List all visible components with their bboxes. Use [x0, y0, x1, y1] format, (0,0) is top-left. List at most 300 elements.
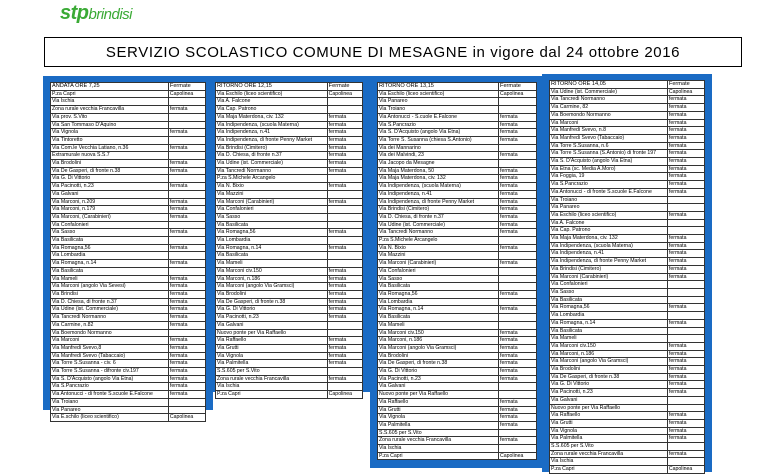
- table-row: [550, 196, 705, 204]
- table-row: [216, 175, 363, 183]
- stop-type: [168, 121, 205, 129]
- stop-name: Via Ischia: [51, 98, 169, 106]
- table-row: [378, 160, 537, 168]
- stop-type: fermata: [499, 229, 537, 237]
- stop-name: Via Manfredi Svevo (Tabaccaio): [550, 134, 668, 142]
- table-row: [378, 437, 537, 445]
- stop-name: Via Maja Materdona, 50: [378, 167, 499, 175]
- table-row: [216, 90, 363, 98]
- stop-type: [499, 383, 537, 391]
- table-row: [51, 275, 206, 283]
- timetable: [377, 82, 537, 460]
- table-row: [51, 206, 206, 214]
- stop-name: Via Marconi: [51, 337, 169, 345]
- table-row: [51, 113, 206, 121]
- stop-type: fermata: [667, 450, 704, 458]
- table-row: [550, 327, 705, 335]
- stop-type: fermata: [168, 368, 205, 376]
- table-row: [378, 375, 537, 383]
- table-row: [216, 344, 363, 352]
- stop-type: [499, 237, 537, 245]
- stop-type: [667, 335, 704, 343]
- table-row: [550, 304, 705, 312]
- stop-name: Via E.schilo (liceo scientifico): [51, 414, 169, 422]
- table-row: [51, 167, 206, 175]
- stop-type: fermata: [327, 160, 362, 168]
- stop-name: Via Marconi (Carabinieri): [216, 198, 328, 206]
- table-row: [378, 213, 537, 221]
- stop-name: Via Marconi civ.150: [550, 342, 668, 350]
- stop-name: Via Basilicata: [51, 237, 169, 245]
- table-row: [378, 244, 537, 252]
- table-row: [550, 258, 705, 266]
- table-row: [378, 229, 537, 237]
- stop-name: Via Udine (ist. Commerciale): [550, 88, 668, 96]
- stop-type: fermata: [168, 260, 205, 268]
- stop-type: fermata: [327, 244, 362, 252]
- table-row: [550, 165, 705, 173]
- stop-name: Via Mameli: [51, 275, 169, 283]
- stop-name: Via Udine (ist. Commerciale): [51, 306, 169, 314]
- stop-type: fermata: [667, 381, 704, 389]
- stop-name: Via Eschilo (liceo scientifico): [378, 90, 499, 98]
- table-row: [216, 183, 363, 191]
- stop-name: Via Marconi (angolo Via Gramsci): [378, 344, 499, 352]
- table-row: [51, 229, 206, 237]
- stop-name: Via Torre S. Susanna (chiesa S.Antonio): [378, 136, 499, 144]
- stop-name: Via Sasso: [216, 213, 328, 221]
- stop-type: [327, 260, 362, 268]
- table-row: [378, 129, 537, 137]
- table-row: [550, 250, 705, 258]
- table-row: [51, 213, 206, 221]
- table-row: [378, 267, 537, 275]
- stop-name: Via S. D'Acquisto (angolo Via Etna): [378, 129, 499, 137]
- table-row: [550, 265, 705, 273]
- stop-type: fermata: [499, 183, 537, 191]
- stop-type: fermata: [667, 127, 704, 135]
- stop-name: Via Cap. Patrono: [216, 106, 328, 114]
- stop-type: [168, 267, 205, 275]
- stop-name: Via Marconi, (Carabinieri): [51, 213, 169, 221]
- table-row: [378, 275, 537, 283]
- table-row: [550, 158, 705, 166]
- stop-type: [499, 252, 537, 260]
- stop-name: Via Brodolini: [378, 352, 499, 360]
- stop-type: fermata: [327, 275, 362, 283]
- table-row: [51, 198, 206, 206]
- stop-type: [667, 288, 704, 296]
- stop-type: fermata: [499, 368, 537, 376]
- table-row: [216, 267, 363, 275]
- stop-type: fermata: [168, 229, 205, 237]
- stop-type: Capolinea: [667, 466, 704, 474]
- stop-name: Via Galvani: [51, 190, 169, 198]
- table-row: [216, 306, 363, 314]
- stop-name: Via Romagna,56: [51, 244, 169, 252]
- stop-type: fermata: [168, 160, 205, 168]
- table-row: [550, 366, 705, 374]
- table-row: [51, 244, 206, 252]
- table-row: [550, 273, 705, 281]
- table-row: [550, 312, 705, 320]
- stop-type: fermata: [327, 183, 362, 191]
- table-row: [550, 104, 705, 112]
- stop-type: [667, 219, 704, 227]
- table-row: [216, 237, 363, 245]
- table-row: [51, 344, 206, 352]
- stop-name: Via Torre S.Susanna - difronte civ.197: [51, 368, 169, 376]
- stop-type: fermata: [667, 350, 704, 358]
- stop-type: fermata: [168, 321, 205, 329]
- stop-type: fermata: [168, 306, 205, 314]
- stop-type: fermata: [168, 391, 205, 399]
- stp-brindisi-logo: [60, 2, 132, 25]
- stop-name: Via Pacinotti, n.23: [550, 389, 668, 397]
- stop-type: fermata: [667, 235, 704, 243]
- stop-type: fermata: [327, 267, 362, 275]
- stop-type: [667, 396, 704, 404]
- stop-name: Via Brindisi: [51, 290, 169, 298]
- header-route: RITORNO ORE 12,15: [216, 83, 328, 91]
- table-row: [51, 398, 206, 406]
- table-row: [378, 175, 537, 183]
- stop-type: fermata: [667, 188, 704, 196]
- table-row: [378, 183, 537, 191]
- stop-name: Via N. Bixio: [378, 244, 499, 252]
- stop-type: fermata: [499, 213, 537, 221]
- table-row: [216, 129, 363, 137]
- stop-type: fermata: [667, 342, 704, 350]
- table-row: [216, 337, 363, 345]
- stop-type: [168, 398, 205, 406]
- stop-type: fermata: [499, 244, 537, 252]
- table-row: [216, 244, 363, 252]
- stop-name: Via Confalonieri: [550, 281, 668, 289]
- stop-name: Via Manfredi Svevo (Tabaccaio): [51, 352, 169, 360]
- stop-name: Zona rurale vecchia Francavilla: [51, 106, 169, 114]
- table-row: [550, 227, 705, 235]
- stop-name: Via Troiano: [378, 106, 499, 114]
- stop-name: Via Raffaello: [378, 398, 499, 406]
- stop-name: Via Mameli: [216, 260, 328, 268]
- stop-type: fermata: [667, 96, 704, 104]
- stop-type: fermata: [499, 129, 537, 137]
- stop-name: Via Carmine, n.82: [51, 321, 169, 329]
- stop-name: Via Indipendenza, di fronte Penny Market: [378, 198, 499, 206]
- stop-name: Via San Tommaso D'Aquino: [51, 121, 169, 129]
- table-row: [550, 150, 705, 158]
- stop-type: fermata: [667, 211, 704, 219]
- stop-name: Via Palmitella: [216, 360, 328, 368]
- stop-type: fermata: [327, 352, 362, 360]
- stop-type: fermata: [499, 221, 537, 229]
- stop-type: [667, 458, 704, 466]
- table-row: [378, 252, 537, 260]
- table-row: [550, 119, 705, 127]
- stop-name: Via S. D'Acquisto (angolo Via Etna): [51, 375, 169, 383]
- table-header-row: [51, 83, 206, 91]
- stop-name: Via Jacopo da Mesagne: [378, 160, 499, 168]
- stop-name: P.za Capri: [216, 391, 328, 399]
- stop-type: Capolinea: [168, 90, 205, 98]
- stop-name: Via Palmitella: [550, 435, 668, 443]
- stop-type: [327, 175, 362, 183]
- stop-type: [168, 190, 205, 198]
- stop-type: fermata: [327, 113, 362, 121]
- stop-name: Via Indipendenza, di fronte Penny Market: [550, 258, 668, 266]
- table-row: [550, 235, 705, 243]
- stop-type: [327, 98, 362, 106]
- stop-name: Via Boemondo Normanno: [550, 111, 668, 119]
- stop-type: fermata: [168, 144, 205, 152]
- stop-name: Extramurale nuova S.S.7: [51, 152, 169, 160]
- stop-name: Via Marconi: [550, 119, 668, 127]
- stop-name: Via Brindisi (Cimitero): [378, 206, 499, 214]
- stop-name: Via S.Pancrazio: [51, 383, 169, 391]
- stop-type: [168, 237, 205, 245]
- table-row: [216, 252, 363, 260]
- stop-name: Via Etna (sc. Media A.Moro): [550, 165, 668, 173]
- stop-type: Capolinea: [499, 90, 537, 98]
- stop-name: Nuovo ponte per Via Raffaello: [216, 329, 328, 337]
- table-row: [378, 321, 537, 329]
- stop-type: fermata: [499, 306, 537, 314]
- stop-type: [667, 196, 704, 204]
- table-row: [216, 221, 363, 229]
- table-row: [216, 375, 363, 383]
- table-row: [216, 198, 363, 206]
- stop-type: fermata: [168, 106, 205, 114]
- table-row: [216, 113, 363, 121]
- table-row: [216, 298, 363, 306]
- stop-name: Via Mameli: [378, 321, 499, 329]
- stop-type: fermata: [168, 375, 205, 383]
- table-row: [550, 219, 705, 227]
- table-row: [51, 360, 206, 368]
- table-row: [216, 368, 363, 376]
- table-row: [51, 290, 206, 298]
- stop-name: Via Brodolini: [51, 160, 169, 168]
- stop-name: S.S.605 per S.Vito: [216, 368, 328, 376]
- stop-name: Via Tancredi Normanno: [216, 167, 328, 175]
- table-row: [51, 175, 206, 183]
- stop-name: Via Galvani: [378, 383, 499, 391]
- stop-name: Via Antonucci - di fronte S.scuole E.Falcone: [550, 188, 668, 196]
- table-row: [550, 211, 705, 219]
- stop-name: Via Confalonieri: [216, 206, 328, 214]
- stop-name: Via S.Pancrazio: [378, 121, 499, 129]
- header-fermate: Fermate: [667, 81, 704, 89]
- timetable-panel-ritorno-1215: [208, 76, 370, 398]
- table-row: [216, 229, 363, 237]
- stop-name: P.za Capri: [550, 466, 668, 474]
- table-row: [51, 306, 206, 314]
- stop-type: fermata: [667, 111, 704, 119]
- stop-type: fermata: [168, 314, 205, 322]
- stop-type: fermata: [327, 121, 362, 129]
- table-row: [216, 283, 363, 291]
- table-row: [378, 344, 537, 352]
- stop-type: fermata: [499, 290, 537, 298]
- table-row: [378, 106, 537, 114]
- stop-type: fermata: [667, 358, 704, 366]
- stop-type: fermata: [499, 198, 537, 206]
- stop-type: fermata: [499, 260, 537, 268]
- stop-name: Via Confalonieri: [51, 221, 169, 229]
- stop-type: fermata: [667, 273, 704, 281]
- stop-name: Via Sasso: [378, 275, 499, 283]
- table-row: [216, 329, 363, 337]
- stop-name: Nuovo ponte per Via Raffaello: [378, 391, 499, 399]
- stop-name: Via Basilicata: [378, 283, 499, 291]
- stop-type: [168, 152, 205, 160]
- stop-name: Via G. Di Vittorio: [378, 368, 499, 376]
- stop-name: Via Galvani: [216, 321, 328, 329]
- stop-type: [499, 391, 537, 399]
- stop-type: fermata: [667, 181, 704, 189]
- stop-type: fermata: [499, 398, 537, 406]
- stop-name: Via Ischia: [216, 383, 328, 391]
- stop-name: Via Foggia, 19: [550, 173, 668, 181]
- stop-name: Nuovo ponte per Via Raffaello: [550, 404, 668, 412]
- table-row: [550, 350, 705, 358]
- stop-type: [667, 227, 704, 235]
- stop-type: fermata: [667, 319, 704, 327]
- table-row: [216, 206, 363, 214]
- stop-type: [327, 368, 362, 376]
- logo-main: stp: [60, 2, 89, 24]
- table-row: [378, 421, 537, 429]
- table-row: [378, 90, 537, 98]
- stop-type: fermata: [327, 290, 362, 298]
- stop-type: fermata: [499, 113, 537, 121]
- stop-type: [327, 252, 362, 260]
- stop-name: Via A. Falcone: [550, 219, 668, 227]
- table-row: [550, 96, 705, 104]
- table-row: [51, 190, 206, 198]
- stop-name: Via Basilicata: [216, 221, 328, 229]
- table-header-row: [378, 83, 537, 91]
- stop-name: Via Sasso: [550, 288, 668, 296]
- table-row: [550, 173, 705, 181]
- stop-name: Via De Gasperi, di fronte n.38: [550, 373, 668, 381]
- table-row: [550, 435, 705, 443]
- table-row: [51, 329, 206, 337]
- stop-name: Via De Gasperi, di fronte n.38: [51, 167, 169, 175]
- stop-type: [499, 106, 537, 114]
- table-row: [216, 167, 363, 175]
- stop-type: fermata: [168, 344, 205, 352]
- stop-type: fermata: [168, 290, 205, 298]
- timetable: [50, 82, 206, 422]
- table-row: [378, 237, 537, 245]
- stop-name: Via Vignola: [216, 352, 328, 360]
- table-row: [216, 121, 363, 129]
- stop-name: Via Com.le Vecchia Latiano, n.36: [51, 144, 169, 152]
- timetable-panel-ritorno-1315: [370, 76, 544, 468]
- stop-type: [168, 136, 205, 144]
- stop-type: fermata: [499, 136, 537, 144]
- table-row: [51, 252, 206, 260]
- stop-name: Via Romagna, n.14: [216, 244, 328, 252]
- table-row: [550, 458, 705, 466]
- stop-name: Via Raffaello: [216, 337, 328, 345]
- stop-type: fermata: [667, 304, 704, 312]
- stop-name: Via Romagna, n.14: [378, 306, 499, 314]
- table-row: [378, 329, 537, 337]
- stop-name: Via Palmitella: [378, 421, 499, 429]
- table-row: [550, 204, 705, 212]
- stop-type: fermata: [667, 173, 704, 181]
- table-row: [378, 98, 537, 106]
- table-row: [51, 383, 206, 391]
- stop-name: Via Troiano: [51, 398, 169, 406]
- table-row: [378, 406, 537, 414]
- stop-name: P.za S.Michele Arcangelo: [378, 237, 499, 245]
- stop-type: fermata: [327, 375, 362, 383]
- table-row: [378, 429, 537, 437]
- table-row: [51, 98, 206, 106]
- table-row: [378, 360, 537, 368]
- stop-name: Via dei Malvindi, 23: [378, 152, 499, 160]
- stop-name: Via Basilicata: [51, 267, 169, 275]
- stop-name: Via Tintoretto: [51, 136, 169, 144]
- table-row: [216, 213, 363, 221]
- stop-name: Via Vignola: [51, 129, 169, 137]
- stop-type: fermata: [667, 265, 704, 273]
- stop-name: Via N. Bixio: [216, 183, 328, 191]
- stop-type: fermata: [327, 198, 362, 206]
- timetable: [549, 80, 705, 474]
- table-row: [550, 404, 705, 412]
- stop-type: fermata: [327, 306, 362, 314]
- stop-type: fermata: [667, 150, 704, 158]
- table-row: [550, 111, 705, 119]
- stop-type: [168, 329, 205, 337]
- table-header-row: [550, 81, 705, 89]
- stop-name: Via Ischia: [550, 458, 668, 466]
- table-row: [550, 443, 705, 451]
- header-route: RITORNO ORE 13,15: [378, 83, 499, 91]
- table-row: [51, 368, 206, 376]
- stop-type: [168, 175, 205, 183]
- stop-type: [168, 252, 205, 260]
- stop-name: S.S.605 per S.Vito: [378, 429, 499, 437]
- stop-name: Via D. Chiesa, di fronte n.37: [216, 152, 328, 160]
- stop-name: Via Marconi (Carabinieri): [550, 273, 668, 281]
- stop-type: fermata: [499, 175, 537, 183]
- stop-type: [667, 312, 704, 320]
- table-row: [51, 160, 206, 168]
- stop-name: Via De Gasperi, di fronte n.38: [216, 298, 328, 306]
- table-row: [216, 290, 363, 298]
- table-row: [378, 383, 537, 391]
- stop-name: Via D. Chiesa, di fronte n.37: [378, 213, 499, 221]
- stop-name: Via Indipendenza, (scuola Materna): [216, 121, 328, 129]
- stop-name: Via Basilicata: [550, 327, 668, 335]
- stop-type: fermata: [327, 298, 362, 306]
- stop-name: Via Galvani: [550, 396, 668, 404]
- stop-name: Via Indipendenza, n.41: [216, 129, 328, 137]
- stop-type: fermata: [667, 165, 704, 173]
- stop-type: fermata: [168, 352, 205, 360]
- table-row: [550, 358, 705, 366]
- stop-name: Via Manfredi Svevo,8: [51, 344, 169, 352]
- stop-type: [327, 206, 362, 214]
- stop-name: S.S.605 per S.Vito: [550, 443, 668, 451]
- stop-name: Via Marconi, n.209: [51, 198, 169, 206]
